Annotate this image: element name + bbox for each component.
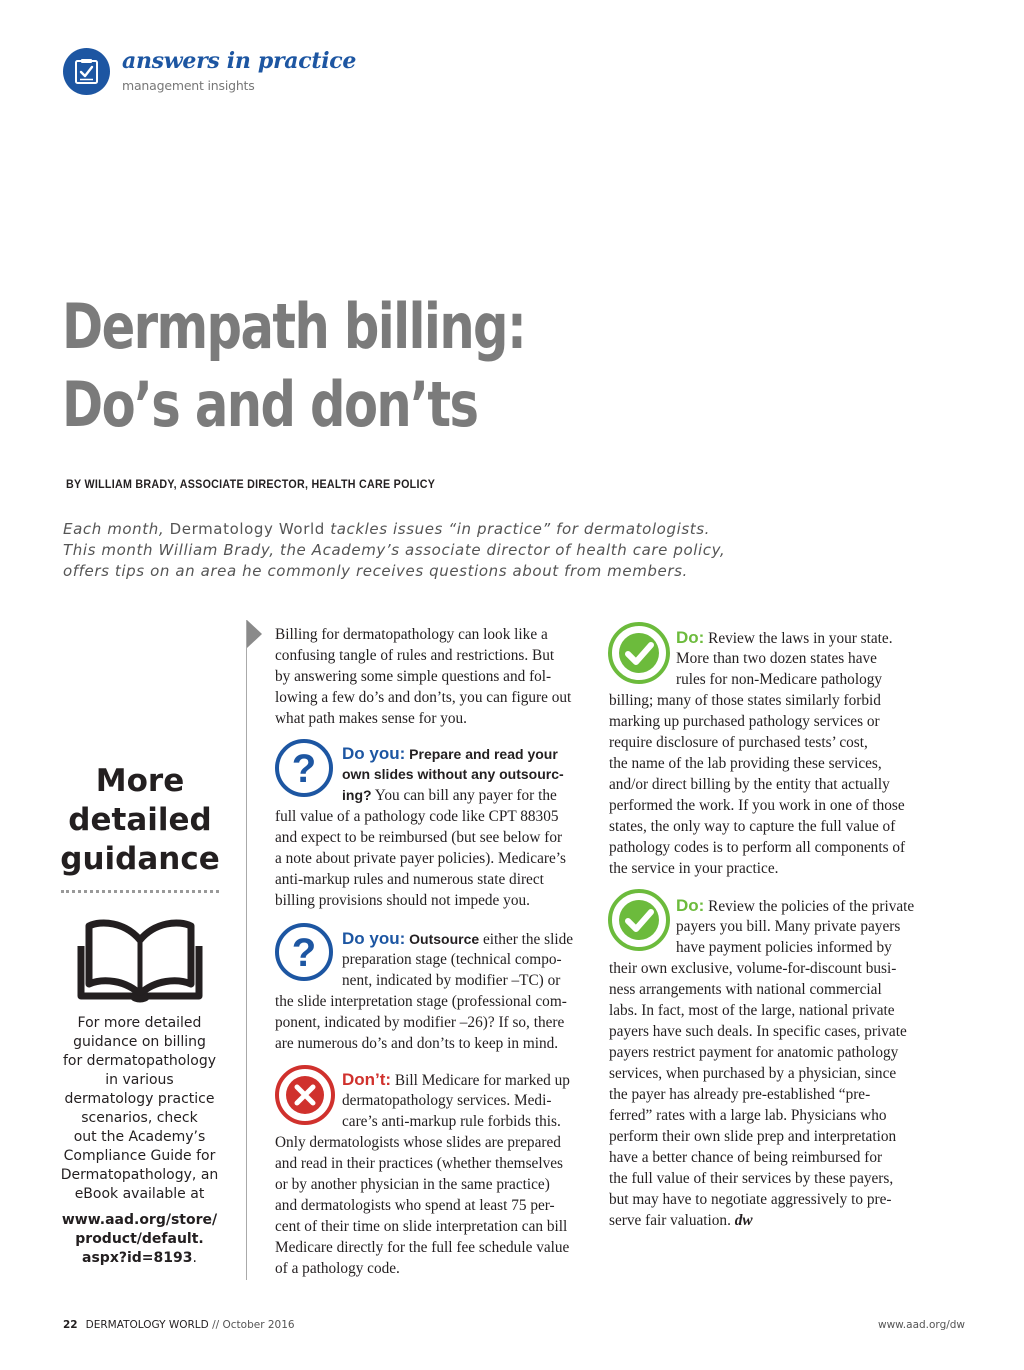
sidebar-link[interactable]: www.aad.org/store/ product/default. aspx?id=8193.	[61, 1212, 218, 1266]
sidebar-title: More detailed guidance	[60, 763, 220, 877]
section-subtitle: management insights	[122, 78, 255, 93]
do1-heading: Do: Review the laws in your state. More than two dozen states have rules for non-Medicare pathology	[676, 628, 893, 688]
section-title: answers in practice	[122, 48, 357, 74]
column-divider	[246, 620, 247, 1280]
q1-heading: Do you: Prepare and read your own slides without any outsourc- ing? You can bill any payer for the	[342, 744, 564, 804]
q2-heading: Do you: Outsource either the slide preparation stage (technical compo- nent, indicated by modifier –TC) or	[342, 929, 574, 989]
sidebar-text: For more detailed guidance on billing for dermatopathology in various dermatology practice scenarios, check out the Academy’s Compliance Guide for Dermatopathology, an eBook available at	[60, 1015, 219, 1202]
do2-heading: Do: Review the policies of the private payers you bill. Many private payers have payment policies informed by	[676, 896, 915, 956]
byline: BY WILLIAM BRADY, ASSOCIATE DIRECTOR, HEALTH CARE POLICY	[66, 479, 436, 491]
do1-body: billing; many of those states similarly forbid marking up purchased pathology services or require disclosure of purchased tests’ cost, the name of the lab providing these services, and/or direct billing by the entity that actually performed the work. If you work in one of those states, the only way to capture the full value of pathology codes is to perform all components of the service in your practice.	[609, 692, 906, 877]
svg-text:?: ?	[291, 747, 317, 791]
col1-intro: Billing for dermatopathology can look like a confusing tangle of rules and restrictions. But by answering some simple questions and fol- lowing a few do’s and don’ts, you can figure out what path makes sense for you.	[275, 626, 572, 727]
triangle-marker-icon	[247, 620, 262, 648]
footer-magazine: DERMATOLOGY WORLD	[85, 1319, 209, 1331]
footer-date: October 2016	[222, 1319, 295, 1331]
end-mark: dw	[734, 1212, 753, 1229]
section-badge	[63, 48, 110, 95]
dont1-heading: Don’t: Bill Medicare for marked up dermatopathology services. Medi- care’s anti-markup rule forbids this.	[342, 1070, 570, 1130]
dotted-divider	[61, 890, 219, 893]
dont1-body: Only dermatologists whose slides are prepared and read in their practices (whether themselves or by another physician in the same practice) and dermatologists who spend at least 75 per- cent of their time on slide interpretation can bill Medicare directly for the full fee schedule value of a pathology code.	[275, 1134, 570, 1277]
checklist-icon	[74, 58, 100, 85]
footer-url[interactable]: www.aad.org/dw	[878, 1319, 966, 1331]
title-line-1: Dermpath billing:	[62, 290, 526, 363]
intro-paragraph: Each month, Dermatology World tackles issues “in practice” for dermatologists. This month William Brady, the Academy’s associate director of health care policy, offers tips on an area he commonly receives questions about from members.	[63, 520, 726, 580]
checkmark-icon	[607, 888, 671, 952]
cross-icon	[274, 1064, 336, 1126]
q2-body: the slide interpretation stage (professional com- ponent, indicated by modifier –26)? If so, there are numerous do’s and don’ts to keep in mind.	[275, 993, 567, 1052]
question-icon	[274, 922, 334, 982]
svg-text:?: ?	[291, 931, 317, 975]
magazine-name: Dermatology World	[164, 520, 331, 538]
question-icon	[274, 738, 334, 798]
title-line-2: Do’s and don’ts	[62, 368, 478, 441]
do2-body: their own exclusive, volume-for-discount busi- ness arrangements with national commercial labs. In fact, most of the large, national private payers have such deals. In specific cases, private payers restrict payment for anatomic pathology services, when purchased by a physician, since the payer has already pre-established “pre- ferred” rates with a large lab. Physicians who perform their own slide prep and interpretation have a better chance of being reimbursed for the full value of their services by these payers, but may have to negotiate aggressively to pre- serve fair valuation. dw	[609, 960, 907, 1229]
footer-left: 22 DERMATOLOGY WORLD // October 2016	[63, 1319, 295, 1331]
q1-body: full value of a pathology code like CPT 88305 and expect to be reimbursed (but see below for a note about private payer policies). Medicare’s anti-markup rules and numerous state direct billing provisions should not impede you.	[275, 808, 566, 909]
page-number: 22	[63, 1319, 78, 1331]
page-title	[62, 288, 762, 444]
checkmark-icon	[607, 621, 671, 685]
open-book-icon	[77, 916, 203, 1004]
